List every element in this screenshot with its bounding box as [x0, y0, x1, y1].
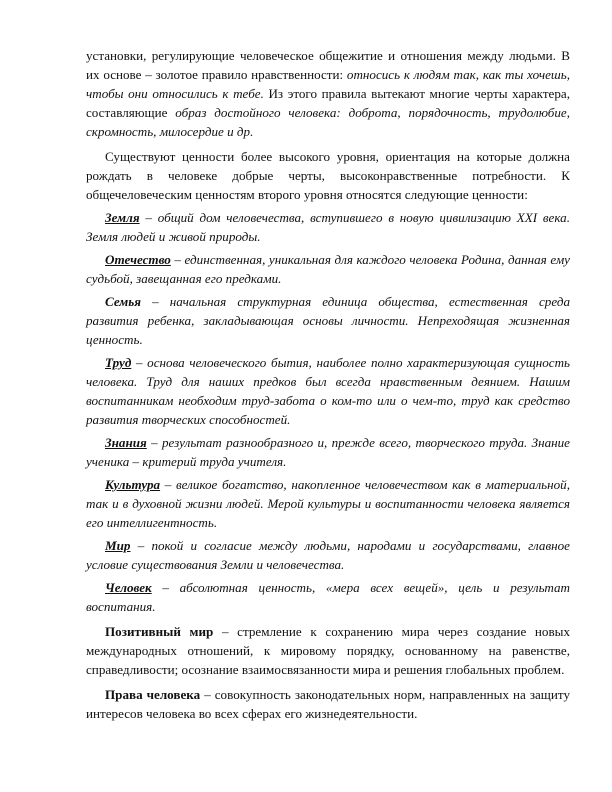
value-term: Земля — [105, 210, 140, 225]
value-peace — [86, 536, 570, 574]
intro-paragraph — [86, 46, 570, 141]
value-term: Отечество — [105, 252, 171, 267]
value-family — [86, 292, 570, 349]
closing-term: Позитивный мир — [105, 624, 214, 639]
value-term: Человек — [105, 580, 152, 595]
value-definition: – единственная, уникальная для каждого человека Родина, данная ему судьбой, завещанная его предками. — [86, 252, 570, 286]
value-term: Мир — [105, 538, 131, 553]
value-term: Семья — [105, 294, 142, 309]
value-definition: – результат разнообразного и, прежде всего, творческого труда. Знание ученика – критерий труда учителя. — [86, 435, 570, 469]
value-term: Знания — [105, 435, 147, 450]
value-earth — [86, 208, 570, 246]
human-rights-paragraph — [86, 685, 570, 723]
worthy-person-text: образ достойного человека: доброта, порядочность, трудолюбие, скромность, милосердие и др. — [86, 105, 570, 139]
value-definition: – покой и согласие между людьми, народами и государствами, главное условие существования Земли и человечества. — [86, 538, 570, 572]
value-culture — [86, 475, 570, 532]
value-definition: – основа человеческого бытия, наиболее полно характеризующая сущность человека. Труд для наших предков был всегда нравственным деянием. Нашим воспитанникам необходим труд-забота о ком-то или о чем-то, труд как средство развития творческих способностей. — [86, 355, 570, 427]
value-knowledge — [86, 433, 570, 471]
golden-rule-text: относись к людям так, как ты хочешь, чтобы они относились к тебе. — [86, 67, 571, 101]
closing-definition: – стремление к сохранению мира через создание новых международных отношений, к мировому порядку, основанному на равенстве, справедливости; осознание взаимосвязанности мира и решения глобальных проблем. — [86, 624, 570, 677]
value-term: Труд — [105, 355, 132, 370]
value-fatherland — [86, 250, 570, 288]
value-definition: – общий дом человечества, вступившего в новую цивилизацию XXI века. Земля людей и живой природы. — [86, 210, 570, 244]
intro-text-a: установки, регулирующие человеческое общежитие и отношения между людьми. В их основе – золотое правило нравственности: — [86, 48, 570, 82]
value-labor — [86, 353, 570, 429]
document-page — [86, 46, 570, 723]
positive-peace-paragraph — [86, 622, 570, 679]
value-term: Культура — [105, 477, 161, 492]
intro-text-c: Из этого правила вытекают многие черты характера, составляющие — [86, 86, 570, 120]
value-definition: – абсолютная ценность, «мера всех вещей», цель и результат воспитания. — [86, 580, 570, 614]
value-definition: – великое богатство, накопленное человечеством как в материальной, так и в духовной жизни людей. Мерой культуры и воспитанности человека является его интеллигентность. — [86, 477, 570, 530]
closing-term: Права человека — [105, 687, 201, 702]
value-definition: – начальная структурная единица общества, естественная среда развития ребенка, закладывающая основы личности. Непреходящая жизненная ценность. — [86, 294, 570, 347]
closing-definition: – совокупность законодательных норм, направленных на защиту интересов человека во всех сферах его жизнедеятельности. — [86, 687, 570, 721]
higher-values-paragraph: Существуют ценности более высокого уровня, ориентация на которые должна рождать в человеке добрые черты, высоконравственные потребности. К общечеловеческим ценностям второго уровня относятся следующие ценности: — [86, 149, 570, 202]
value-human — [86, 578, 570, 616]
